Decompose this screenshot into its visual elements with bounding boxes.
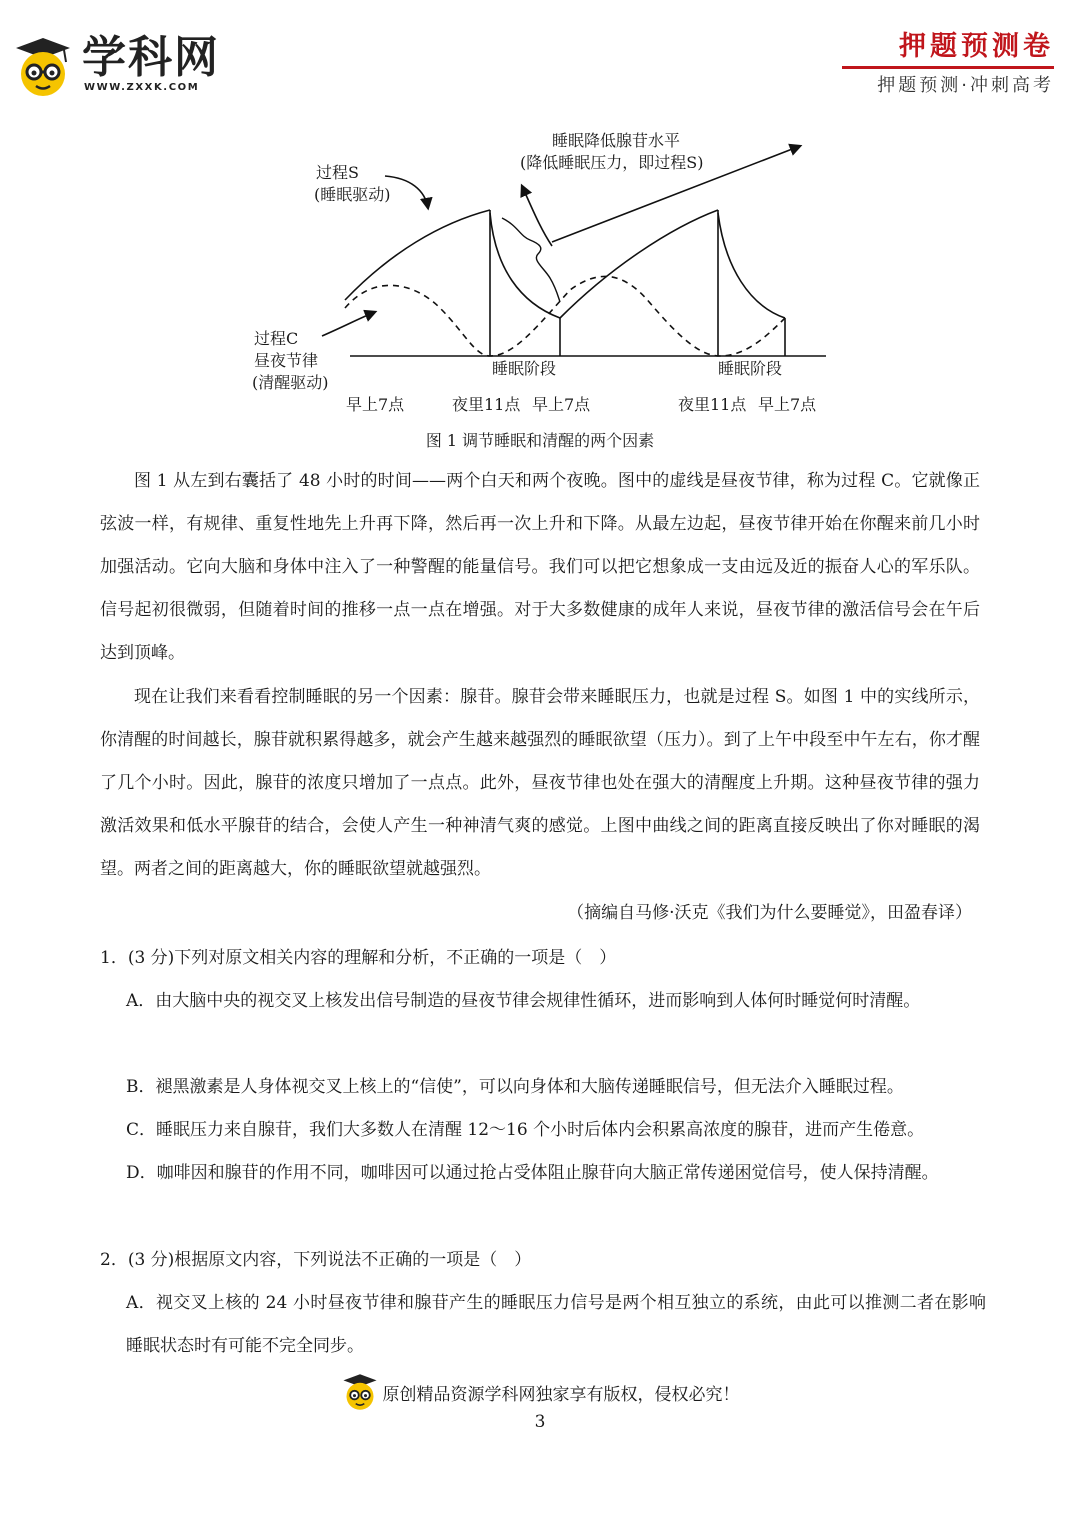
page-number: 3 [534,1412,546,1432]
process-s-rise-2 [560,210,718,318]
stamp-title: 押题预测卷 [899,31,1054,62]
question-1-option-b: B．褪黑激素是人身体视交叉上核上的“信使”，可以向身体和大脑传递睡眠信号，但无法介入睡眠过程。 [126,1077,904,1097]
process-s-decay-2 [718,213,785,318]
process-c-sublabel-1: 昼夜节律 [254,351,319,370]
process-c-label-arrow [322,312,375,336]
process-s-decay-1 [490,213,560,318]
process-c-sublabel-2: (清醒驱动) [252,373,329,392]
mascot-face-icon [12,36,74,98]
figure-caption: 图 1 调节睡眠和清醒的两个因素 [425,431,655,450]
sleep-regulation-figure [240,118,840,458]
question-1-option-d: D．咖啡因和腺苷的作用不同，咖啡因可以通过抢占受体阻止腺苷向大脑正常传递困觉信号，使人保持清醒。 [126,1163,939,1183]
zxxk-logo [12,30,232,100]
process-s-solid-curve [345,210,490,300]
sleep-stage-label-1: 睡眠阶段 [492,359,557,378]
mascot-face-icon [341,1372,379,1412]
copyright-notice: 原创精品资源学科网独家享有版权，侵权必究！ [382,1384,740,1405]
stamp-subtitle: 押题预测·冲刺高考 [877,75,1054,96]
question-2-stem: 2．(3 分)根据原文内容，下列说法不正确的一项是（ ） [100,1250,532,1270]
question-1-stem: 1．(3 分)下列对原文相关内容的理解和分析，不正确的一项是（ ） [100,948,617,968]
paragraph-1: 图 1 从左到右囊括了 48 小时的时间——两个白天和两个夜晚。图中的虚线是昼夜节律，称为过程 C。它就像正弦波一样，有规律、重复性地先上升再下降，然后再一次上升和下降。从最左边起，昼夜节律开始在你醒来前几小时加强活动。它向大脑和身体中注入了一种警醒的能量信号。我们可以把它想象成一支由远及近的振奋人心的军乐队。信号起初很微弱，但随着时间的推移一点一点在增强。对于大多数健康的成年人来说，昼夜节律的激活信号会在午后达到顶峰。 [100,471,980,663]
sleep-stage-label-2: 睡眠阶段 [718,359,783,378]
adenosine-reduction-arrow [522,186,552,246]
process-s-sublabel: (睡眠驱动) [314,185,391,204]
process-c-label: 过程C [254,329,299,348]
question-1-option-a: A．由大脑中央的视交叉上核发出信号制造的昼夜节律会规律性循环，进而影响到人体何时睡觉何时清醒。 [126,991,921,1011]
paragraph-2: 现在让我们来看看控制睡眠的另一个因素：腺苷。腺苷会带来睡眠压力，也就是过程 S。如图 1 中的实线所示，你清醒的时间越长，腺苷就积累得越多，就会产生越来越强烈的睡眠欲望（压力）。到了上午中段至中午左右，你才醒了几个小时。因此，腺苷的浓度只增加了一点点。此外，昼夜节律也处在强大的清醒度上升期。这种昼夜节律的强力激活效果和低水平腺苷的结合，会使人产生一种神清气爽的感觉。上图中曲线之间的距离直接反映出了你对睡眠的渴望。两者之间的距离越大，你的睡眠欲望就越强烈。 [100,687,980,879]
process-s-label-arrow [385,176,428,208]
logo-text: 学科网 [82,32,220,83]
sleep-lowers-label: 睡眠降低腺苷水平 [552,131,681,150]
question-1-option-c: C．睡眠压力来自腺苷，我们大多数人在清醒 12～16 个小时后体内会积累高浓度的腺苷，进而产生倦意。 [126,1120,925,1140]
sleep-lowers-sublabel: (降低睡眠压力，即过程S) [520,153,704,172]
exam-stamp [842,30,1054,97]
distance-bracket [502,218,560,302]
stamp-divider [842,66,1054,69]
time-tick-3: 早上7点 [532,395,591,414]
question-2-option-a: A．视交叉上核的 24 小时昼夜节律和腺苷产生的睡眠压力信号是两个相互独立的系统，由此可以推测二者在影响睡眠状态时有可能不完全同步。 [126,1293,986,1356]
source-citation: （摘编自马修·沃克《我们为什么要睡觉》，田盈春译） [567,903,972,923]
logo-url: WWW.ZXXK.COM [84,82,200,93]
time-tick-5: 早上7点 [758,395,817,414]
time-tick-2: 夜里11点 [452,395,521,414]
time-tick-1: 早上7点 [346,395,405,414]
time-tick-4: 夜里11点 [678,395,747,414]
process-s-label: 过程S [316,163,359,182]
footer [0,1372,1080,1416]
process-c-dashed-curve [345,276,785,356]
